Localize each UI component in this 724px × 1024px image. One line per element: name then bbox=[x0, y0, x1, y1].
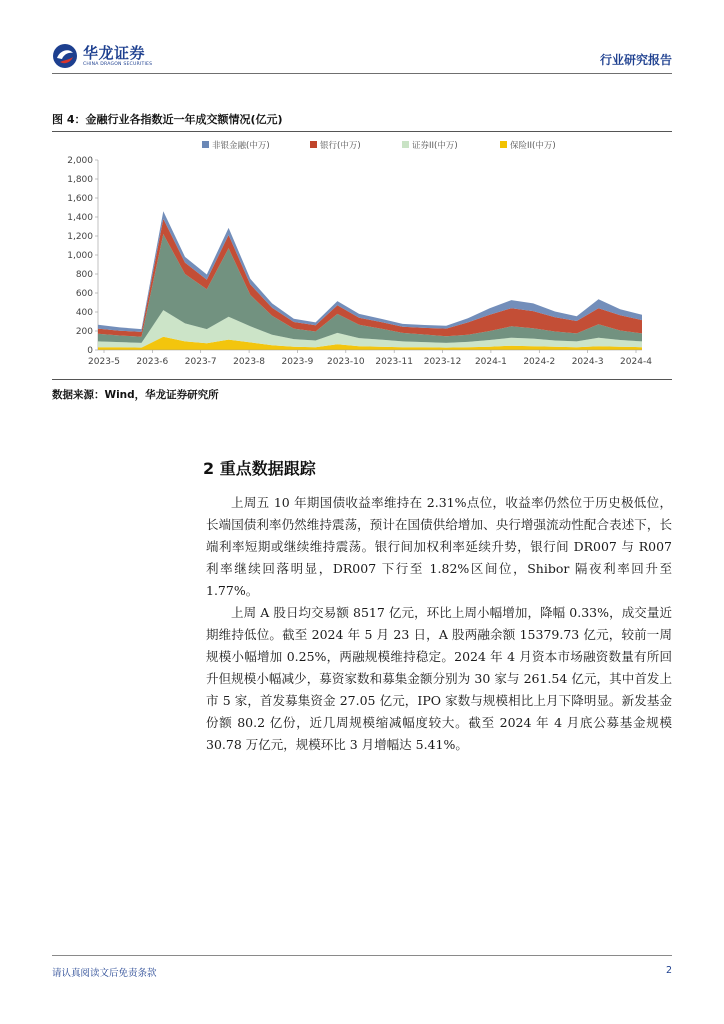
x-tick-label: 2023-8 bbox=[233, 357, 266, 367]
figure-title: 图 4：金融行业各指数近一年成交额情况(亿元) bbox=[52, 113, 283, 126]
y-tick-label: 1,800 bbox=[67, 175, 93, 185]
logo-chinese-name: 华龙证券 bbox=[83, 43, 146, 62]
section-heading: 2 重点数据跟踪 bbox=[203, 459, 316, 478]
y-tick-label: 400 bbox=[75, 308, 93, 318]
x-tick-label: 2024-3 bbox=[571, 357, 604, 367]
header-divider bbox=[52, 73, 672, 74]
y-tick-label: 1,400 bbox=[67, 213, 93, 223]
x-tick-label: 2023-6 bbox=[136, 357, 169, 367]
legend-label: 证券II(中万) bbox=[412, 141, 458, 151]
y-tick-label: 2,000 bbox=[67, 156, 93, 166]
footer-divider bbox=[52, 955, 672, 956]
x-tick-label: 2024-4 bbox=[620, 357, 652, 367]
logo-english-name: CHINA DRAGON SECURITIES bbox=[83, 61, 153, 67]
legend-swatch bbox=[202, 141, 209, 148]
figure-top-rule bbox=[52, 131, 672, 132]
x-tick-label: 2023-12 bbox=[423, 357, 462, 367]
y-tick-label: 1,000 bbox=[67, 251, 93, 261]
x-tick-label: 2023-7 bbox=[184, 357, 217, 367]
x-tick-label: 2023-5 bbox=[88, 357, 120, 367]
y-tick-label: 0 bbox=[87, 346, 93, 356]
paragraph-market-activity: 上周 A 股日均交易额 8517 亿元，环比上周小幅增加，降幅 0.33%，成交量近期维持低位。截至 2024 年 5 月 23 日，A 股两融余额 15379.73 亿元，较前一周规模小幅增加 0.25%，两融规模维持稳定。2024 年 4 月资本市场融资数量有所回升但规模小幅减少，募资家数和募集金额分别为 30 家与 261.54 亿元，其中首发上市 5 家，首发募集资金 27.05 亿元，IPO 家数与规模相比上月下降明显。新发基金份额 80.2 亿份，近几周规模缩减幅度较大。截至 2024 年 4 月底公募基金规模 30.78 万亿元，规模环比 3 月增幅达 5.41%。 bbox=[206, 605, 672, 752]
x-tick-label: 2023-10 bbox=[327, 357, 365, 367]
x-tick-label: 2023-11 bbox=[375, 357, 413, 367]
report-type-label: 行业研究报告 bbox=[599, 53, 672, 67]
paragraph-bond-yields: 上周五 10 年期国债收益率维持在 2.31%点位，收益率仍然位于历史极低位，长端国债利率仍然维持震荡，预计在国债供给增加、央行增强流动性配合表述下，长端利率短期或继续维持震荡。银行间加权利率延续升势，银行间 DR007 与 R007 利率继续回落明显，DR007 下行至 1.82%区间位，Shibor 隔夜利率回升至 1.77%。 bbox=[206, 495, 672, 598]
y-tick-label: 1,200 bbox=[67, 232, 93, 242]
legend-label: 保险II(中万) bbox=[510, 141, 556, 151]
legend-swatch bbox=[500, 141, 507, 148]
figure-bottom-rule bbox=[52, 379, 672, 380]
disclaimer-note: 请认真阅读文后免责条款 bbox=[52, 968, 157, 979]
x-tick-label: 2023-9 bbox=[281, 357, 314, 367]
y-tick-label: 800 bbox=[75, 270, 93, 280]
x-tick-label: 2024-2 bbox=[523, 357, 556, 367]
figure-source: 数据来源：Wind，华龙证券研究所 bbox=[52, 389, 219, 401]
page-header bbox=[52, 40, 672, 72]
legend-label: 非银金融(中万) bbox=[212, 141, 270, 151]
y-tick-label: 1,600 bbox=[67, 194, 93, 204]
turnover-stacked-area-chart bbox=[52, 140, 672, 375]
x-tick-label: 2024-1 bbox=[474, 357, 507, 367]
legend-swatch bbox=[402, 141, 409, 148]
legend-swatch bbox=[310, 141, 317, 148]
company-logo bbox=[52, 40, 152, 72]
page-number: 2 bbox=[665, 965, 672, 976]
dragon-logo-icon bbox=[52, 43, 78, 69]
legend-label: 银行(中万) bbox=[320, 141, 361, 151]
y-tick-label: 600 bbox=[75, 289, 93, 299]
y-tick-label: 200 bbox=[75, 327, 93, 337]
